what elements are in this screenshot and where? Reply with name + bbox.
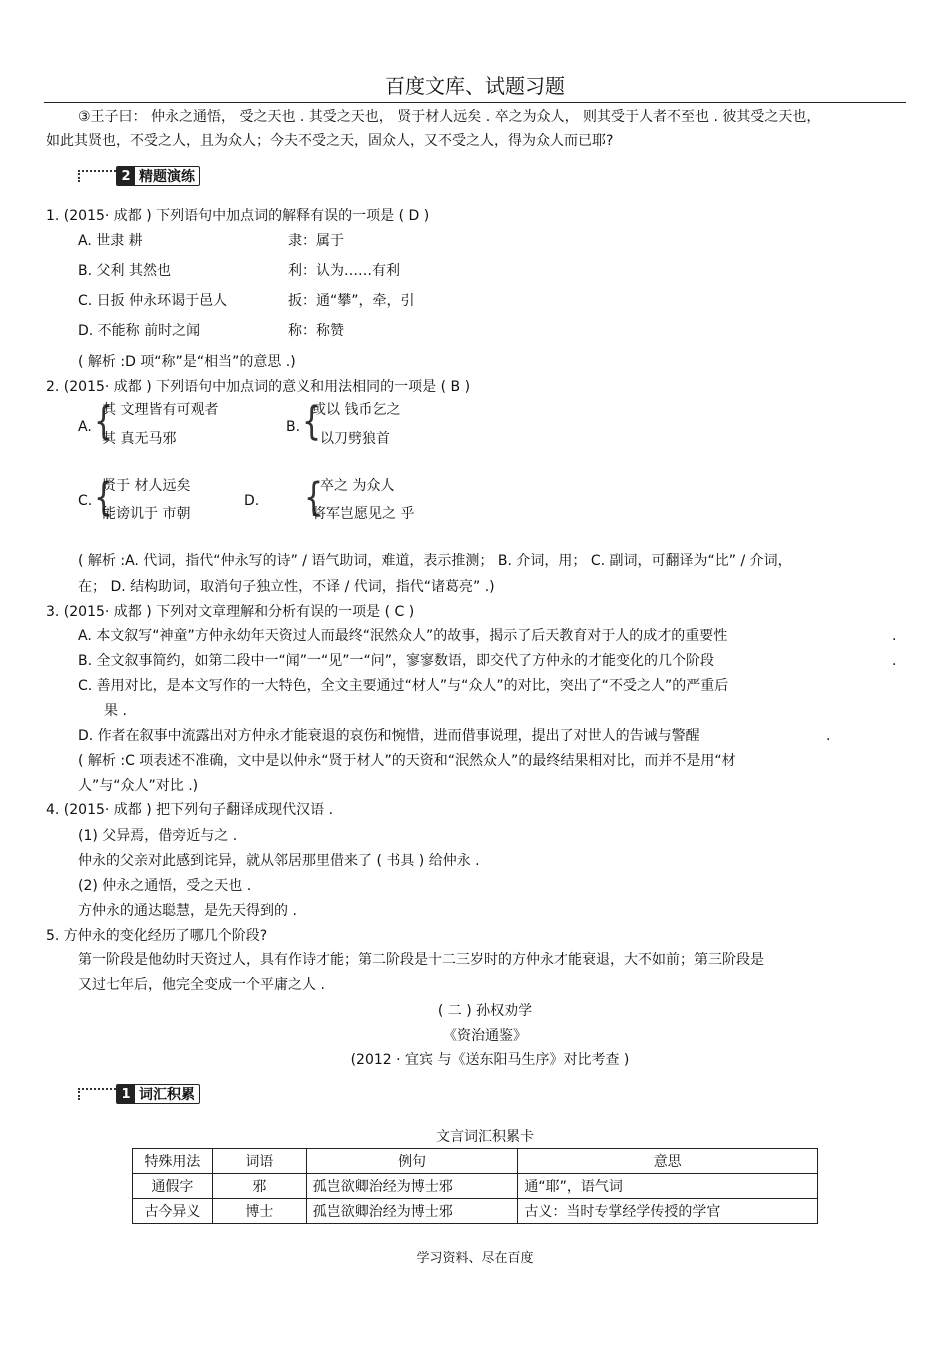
q3-option-a: A. 本文叙写“神童”方仲永幼年天资过人而最终“泯然众人”的故事，揭示了后天教育对于人的成才的重要性 (78, 628, 728, 644)
dotted-leader (78, 170, 116, 182)
brace-b: { (302, 399, 322, 446)
q2-analysis-1: ( 解析 :A. 代词，指代“仲永写的诗” / 语气助词，难道，表示推测； B. 介词，用； C. 副词，可翻译为“比” / 介词， (78, 553, 792, 569)
passage2-title: ( 二 ) 孙权劝学 (437, 1003, 533, 1019)
q1-analysis: ( 解析 :D 项“称”是“相当”的意思 .) (78, 354, 296, 370)
q2-label-d: D. (244, 493, 260, 509)
q1-option-a-gloss: 隶：属于 (288, 233, 344, 249)
q1-option-a: A. 世隶 耕 (78, 233, 143, 249)
column-header: 特殊用法 (133, 1149, 213, 1174)
q2-label-c: C. (78, 493, 93, 509)
q1-option-d-gloss: 称：称赞 (288, 323, 344, 339)
q2-d1: 卒之 为众人 (320, 478, 395, 494)
table-cell: 古义：当时专掌经学传授的学官 (518, 1199, 818, 1224)
table-cell: 通假字 (133, 1174, 213, 1199)
q3-analysis-2: 人”与“众人”对比 .) (78, 778, 199, 794)
intro-line-1: ③王子曰： 仲永之通悟， 受之天也 . 其受之天也， 贤于材人远矣 . 卒之为众人， 则其受于人者不至也 . 彼其受之天也， (78, 109, 821, 125)
dotted-leader (78, 1088, 116, 1100)
q2-label-a: A. (78, 419, 92, 435)
passage2-note: (2012 · 宜宾 与《送东阳马生序》对比考查 ) (350, 1052, 630, 1068)
q2-c2: 能谤讥于 市朝 (102, 506, 191, 522)
badge-label: 精题演练 (139, 169, 195, 185)
page-footer: 学习资料、尽在百度 (416, 1251, 534, 1266)
q2-label-b: B. (286, 419, 301, 435)
column-header: 例句 (306, 1149, 518, 1174)
q5-answer-1: 第一阶段是他幼时天资过人，具有作诗才能；第二阶段是十二三岁时的方仲永才能衰退，大不如前；第三阶段是 (78, 952, 764, 968)
q2-c1: 贤于 材人远矣 (102, 478, 191, 494)
q1-stem: 1. (2015· 成都 ) 下列语句中加点词的解释有误的一项是 ( D ) (46, 208, 430, 224)
q1-option-b: B. 父利 其然也 (78, 263, 171, 279)
q4-sentence-1: (1) 父异焉，借旁近与之 . (78, 828, 238, 844)
q3-stem: 3. (2015· 成都 ) 下列对文章理解和分析有误的一项是 ( C ) (46, 604, 415, 620)
q3-option-a-end: . (892, 628, 897, 644)
q3-option-d-end: . (826, 728, 831, 744)
table-cell: 孤岂欲卿治经为博士邪 (306, 1174, 518, 1199)
q4-stem: 4. (2015· 成都 ) 把下列句子翻译成现代汉语 . (46, 802, 334, 818)
q2-analysis-2: 在； D. 结构助词，取消句子独立性，不译 / 代词，指代“诸葛亮” .) (78, 579, 495, 595)
table-header-row (133, 1149, 818, 1174)
brace-a: { (94, 399, 114, 446)
section-badge-practice (78, 166, 200, 186)
q5-answer-2: 又过七年后，他完全变成一个平庸之人 . (78, 977, 325, 993)
passage2-source: 《资治通鉴》 (443, 1028, 527, 1044)
brace-d: { (304, 475, 324, 522)
header-rule (44, 102, 906, 103)
q1-option-c: C. 日扳 仲永环谒于邑人 (78, 293, 228, 309)
table-cell: 孤岂欲卿治经为博士邪 (306, 1199, 518, 1224)
badge-number: 2 (117, 167, 135, 185)
table-cell: 通“耶”，语气词 (518, 1174, 818, 1199)
badge-box (116, 166, 200, 186)
q1-option-c-gloss: 扳：通“攀”，牵，引 (288, 293, 415, 309)
table-cell: 博士 (212, 1199, 306, 1224)
table-row (133, 1199, 818, 1224)
column-header: 词语 (212, 1149, 306, 1174)
brace-c: { (94, 475, 114, 522)
vocabulary-table (132, 1148, 818, 1224)
table-caption: 文言词汇积累卡 (436, 1129, 534, 1145)
q3-analysis-1: ( 解析 :C 项表述不准确，文中是以仲永“贤于材人”的天资和“泯然众人”的最终结果相对比，而并不是用“材 (78, 753, 736, 769)
q4-answer-1: 仲永的父亲对此感到诧异，就从邻居那里借来了 ( 书具 ) 给仲永 . (78, 853, 480, 869)
badge-number: 1 (117, 1085, 135, 1103)
q4-sentence-2: (2) 仲永之通悟，受之天也 . (78, 878, 252, 894)
badge-label: 词汇积累 (139, 1087, 195, 1103)
section-badge-vocabulary (78, 1084, 200, 1104)
column-header: 意思 (518, 1149, 818, 1174)
q3-option-d: D. 作者在叙事中流露出对方仲永才能衰退的哀伤和惋惜，进而借事说理，提出了对世人的告诫与警醒 (78, 728, 700, 744)
badge-box (116, 1084, 200, 1104)
page-title: 百度文库、试题习题 (385, 74, 565, 98)
q2-b1: 或以 钱币乞之 (312, 402, 401, 418)
q2-b2: 以刀劈狼首 (320, 431, 390, 447)
q3-option-c-1: C. 善用对比，是本文写作的一大特色，全文主要通过“材人”与“众人”的对比，突出了“不受之人”的严重后 (78, 678, 729, 694)
table-row (133, 1174, 818, 1199)
q1-option-d: D. 不能称 前时之闻 (78, 323, 201, 339)
q4-answer-2: 方仲永的通达聪慧，是先天得到的 . (78, 903, 297, 919)
table-cell: 邪 (212, 1174, 306, 1199)
q1-option-b-gloss: 利：认为……有利 (288, 263, 400, 279)
q2-stem: 2. (2015· 成都 ) 下列语句中加点词的意义和用法相同的一项是 ( B ) (46, 379, 471, 395)
intro-line-2: 如此其贤也，不受之人，且为众人；今夫不受之天，固众人，又不受之人，得为众人而已耶? (46, 133, 614, 149)
q5-stem: 5. 方仲永的变化经历了哪几个阶段? (46, 928, 268, 944)
q2-a2: 其 真无马邪 (102, 431, 177, 447)
q3-option-b: B. 全文叙事简约，如第二段中一“闻”一“见”一“问”，寥寥数语，即交代了方仲永的才能变化的几个阶段 (78, 653, 715, 669)
q2-a1: 其 文理皆有可观者 (102, 402, 219, 418)
q3-option-c-2: 果 . (104, 703, 127, 719)
table-cell: 古今异义 (133, 1199, 213, 1224)
q2-d2: 将军岂愿见之 乎 (312, 506, 415, 522)
q3-option-b-end: . (892, 653, 897, 669)
